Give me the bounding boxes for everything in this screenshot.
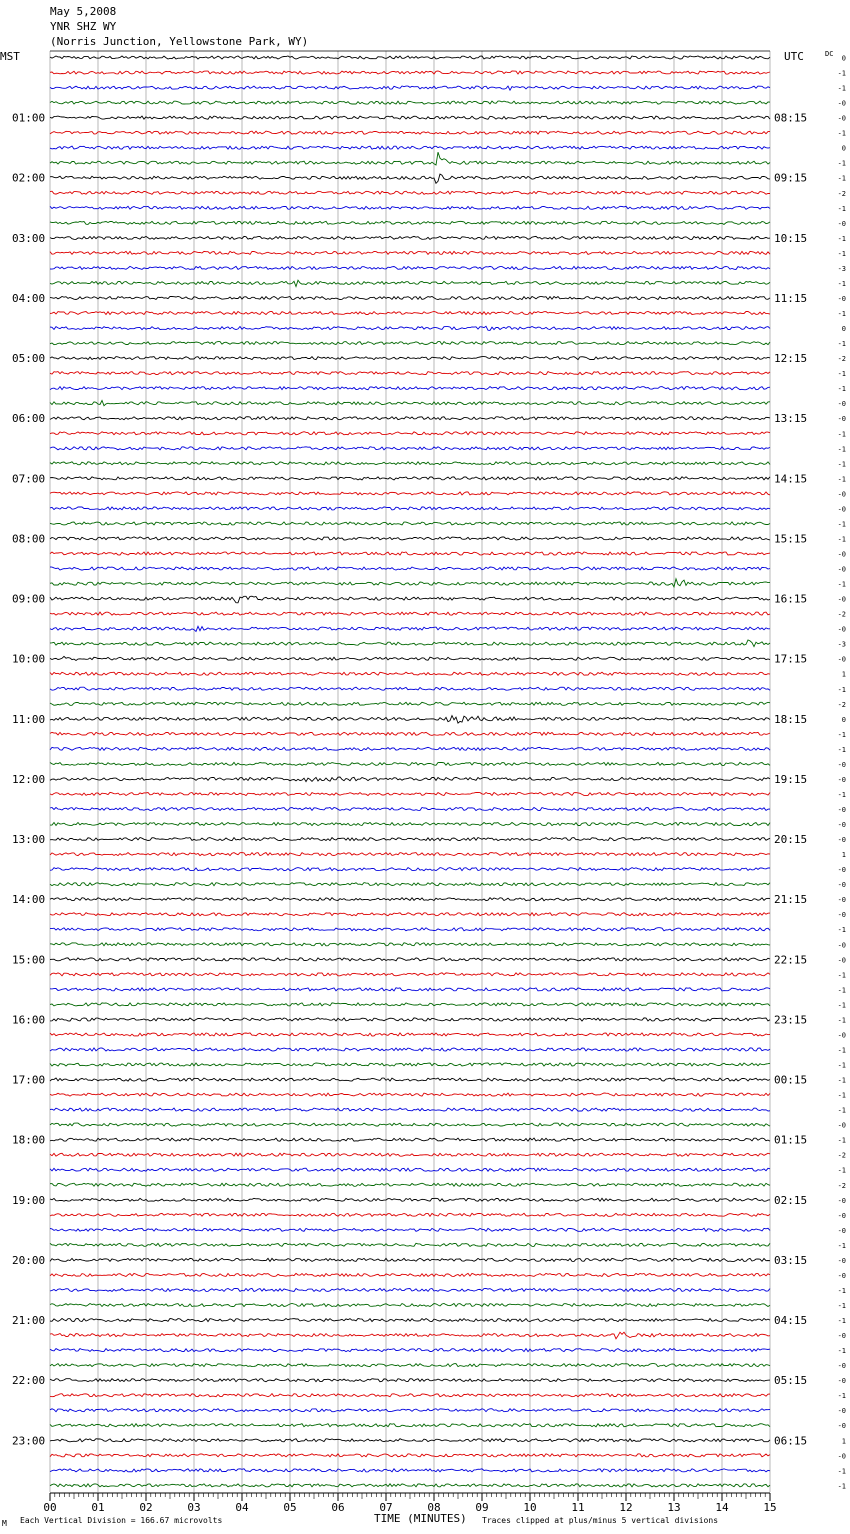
seismic-trace-25 bbox=[50, 432, 770, 435]
right-hour-label: 22:15 bbox=[774, 953, 808, 967]
seismic-trace-54 bbox=[50, 868, 770, 871]
dc-offset-value: -0 bbox=[837, 911, 846, 920]
seismic-trace-7 bbox=[50, 152, 770, 165]
dc-offset-value: -0 bbox=[837, 1407, 846, 1416]
x-tick-label: 08 bbox=[427, 1501, 441, 1514]
seismic-trace-40 bbox=[50, 656, 770, 660]
left-hour-label: 06:00 bbox=[12, 412, 46, 426]
dc-offset-value: -1 bbox=[837, 279, 846, 288]
seismic-trace-73 bbox=[50, 1153, 770, 1156]
right-hour-label: 01:15 bbox=[774, 1133, 808, 1147]
dc-offset-value: -0 bbox=[837, 1422, 846, 1431]
left-timezone-label: MST bbox=[0, 50, 20, 63]
trace-group bbox=[50, 56, 770, 1487]
dc-offset-value: -1 bbox=[837, 460, 846, 469]
right-hour-label: 11:15 bbox=[774, 291, 808, 305]
plot-date: May 5,2008 bbox=[50, 5, 117, 18]
dc-offset-value: -0 bbox=[837, 1452, 846, 1461]
x-tick-label: 02 bbox=[139, 1501, 153, 1514]
dc-offset-column bbox=[838, 55, 846, 1491]
dc-offset-value: -1 bbox=[837, 580, 846, 589]
seismic-trace-95 bbox=[50, 1484, 770, 1487]
left-hour-label: 16:00 bbox=[12, 1013, 46, 1027]
seismic-trace-44 bbox=[50, 716, 770, 724]
dc-offset-value: -0 bbox=[837, 400, 846, 409]
dc-offset-value: -0 bbox=[837, 114, 846, 123]
dc-offset-value: -0 bbox=[837, 625, 846, 634]
seismic-trace-33 bbox=[50, 552, 770, 555]
seismic-trace-60 bbox=[50, 958, 770, 961]
dc-offset-value: -0 bbox=[837, 896, 846, 905]
dc-offset-value: 0 bbox=[841, 144, 846, 153]
x-tick-label: 14 bbox=[715, 1501, 729, 1514]
seismic-trace-26 bbox=[50, 447, 770, 450]
left-hour-label: 05:00 bbox=[12, 352, 46, 366]
seismic-trace-20 bbox=[50, 357, 770, 360]
dc-offset-value: -1 bbox=[837, 1091, 846, 1100]
seismic-trace-12 bbox=[50, 236, 770, 239]
dc-offset-value: -0 bbox=[837, 415, 846, 424]
dc-offset-value: -1 bbox=[837, 1106, 846, 1115]
seismic-trace-35 bbox=[50, 579, 770, 587]
left-hour-label: 22:00 bbox=[12, 1374, 46, 1388]
dc-offset-value: -0 bbox=[837, 760, 846, 769]
right-hour-label: 05:15 bbox=[774, 1374, 808, 1388]
dc-offset-value: -0 bbox=[837, 1256, 846, 1265]
seismic-trace-29 bbox=[50, 492, 770, 495]
dc-offset-value: -0 bbox=[837, 821, 846, 830]
seismic-trace-51 bbox=[50, 823, 770, 826]
seismic-trace-21 bbox=[50, 372, 770, 375]
left-hour-label: 08:00 bbox=[12, 532, 46, 546]
right-timezone-label: UTC bbox=[784, 50, 804, 63]
dc-offset-value: -0 bbox=[837, 219, 846, 228]
right-hour-label: 00:15 bbox=[774, 1073, 808, 1087]
seismic-trace-84 bbox=[50, 1319, 770, 1322]
seismic-trace-66 bbox=[50, 1048, 770, 1051]
seismic-trace-56 bbox=[50, 898, 770, 901]
seismic-trace-9 bbox=[50, 191, 770, 194]
seismic-trace-18 bbox=[50, 326, 770, 330]
dc-offset-value: -0 bbox=[837, 866, 846, 875]
dc-offset-value: -0 bbox=[837, 99, 846, 108]
right-hour-label: 23:15 bbox=[774, 1013, 808, 1027]
seismic-trace-77 bbox=[50, 1213, 770, 1216]
footer-scale-note: Each Vertical Division = 166.67 microvolts bbox=[20, 1516, 223, 1525]
dc-offset-value: -1 bbox=[837, 730, 846, 739]
seismic-trace-61 bbox=[50, 973, 770, 976]
dc-offset-value: -1 bbox=[837, 1482, 846, 1491]
seismic-trace-2 bbox=[50, 86, 770, 90]
dc-offset-value: -0 bbox=[837, 550, 846, 559]
dc-offset-value: -2 bbox=[837, 355, 846, 364]
dc-offset-value: -0 bbox=[837, 565, 846, 574]
dc-offset-value: -1 bbox=[837, 1016, 846, 1025]
right-hour-label: 16:15 bbox=[774, 592, 808, 606]
dc-offset-value: -1 bbox=[837, 986, 846, 995]
left-hour-label: 19:00 bbox=[12, 1193, 46, 1207]
right-hour-label: 04:15 bbox=[774, 1314, 808, 1328]
seismic-trace-52 bbox=[50, 838, 770, 841]
station-location: (Norris Junction, Yellowstone Park, WY) bbox=[50, 35, 309, 48]
dc-offset-value: -1 bbox=[837, 1061, 846, 1070]
dc-offset-value: -1 bbox=[837, 971, 846, 980]
seismic-trace-16 bbox=[50, 297, 770, 300]
x-tick-label: 15 bbox=[763, 1501, 777, 1514]
seismic-trace-91 bbox=[50, 1424, 770, 1427]
dc-offset-value: -1 bbox=[837, 1286, 846, 1295]
dc-offset-value: -1 bbox=[837, 204, 846, 213]
dc-offset-value: -1 bbox=[837, 1317, 846, 1326]
seismic-trace-76 bbox=[50, 1198, 770, 1201]
left-hour-label: 15:00 bbox=[12, 953, 46, 967]
seismic-trace-39 bbox=[50, 640, 770, 647]
seismic-trace-86 bbox=[50, 1349, 770, 1352]
left-hour-label: 09:00 bbox=[12, 592, 46, 606]
seismic-trace-89 bbox=[50, 1394, 770, 1397]
seismic-trace-68 bbox=[50, 1078, 770, 1081]
seismic-trace-37 bbox=[50, 612, 770, 615]
right-hour-label: 12:15 bbox=[774, 352, 808, 366]
seismic-trace-82 bbox=[50, 1288, 770, 1291]
seismic-trace-28 bbox=[50, 477, 770, 480]
dc-offset-value: -0 bbox=[837, 1031, 846, 1040]
left-hour-label: 01:00 bbox=[12, 111, 46, 125]
dc-offset-value: -1 bbox=[837, 1392, 846, 1401]
dc-offset-value: -1 bbox=[837, 1136, 846, 1145]
seismic-trace-31 bbox=[50, 522, 770, 525]
seismic-trace-8 bbox=[50, 174, 770, 183]
seismic-trace-47 bbox=[50, 762, 770, 765]
seismic-trace-65 bbox=[50, 1033, 770, 1036]
dc-offset-value: -1 bbox=[837, 685, 846, 694]
left-hour-label: 10:00 bbox=[12, 652, 46, 666]
seismic-trace-71 bbox=[50, 1123, 770, 1126]
seismic-trace-27 bbox=[50, 462, 770, 465]
dc-offset-value: -0 bbox=[837, 505, 846, 514]
dc-offset-value: -1 bbox=[837, 340, 846, 349]
dc-offset-value: -1 bbox=[837, 174, 846, 183]
dc-offset-value: -3 bbox=[837, 640, 846, 649]
seismic-trace-30 bbox=[50, 507, 770, 510]
dc-offset-value: -0 bbox=[837, 1362, 846, 1371]
seismic-trace-14 bbox=[50, 266, 770, 269]
seismic-trace-94 bbox=[50, 1469, 770, 1472]
right-hour-label: 02:15 bbox=[774, 1193, 808, 1207]
seismic-trace-19 bbox=[50, 342, 770, 345]
left-hour-label: 20:00 bbox=[12, 1253, 46, 1267]
seismic-trace-15 bbox=[50, 280, 770, 286]
right-hour-label: 21:15 bbox=[774, 893, 808, 907]
footer-clip-note: Traces clipped at plus/minus 5 vertical divisions bbox=[482, 1516, 719, 1525]
left-hour-label: 18:00 bbox=[12, 1133, 46, 1147]
seismic-trace-69 bbox=[50, 1093, 770, 1096]
left-hour-label: 17:00 bbox=[12, 1073, 46, 1087]
seismic-trace-10 bbox=[50, 206, 770, 209]
x-tick-label: 12 bbox=[619, 1501, 633, 1514]
seismic-trace-62 bbox=[50, 988, 770, 991]
dc-offset-value: -1 bbox=[837, 249, 846, 258]
seismic-trace-75 bbox=[50, 1183, 770, 1186]
seismic-trace-59 bbox=[50, 943, 770, 946]
dc-offset-value: -0 bbox=[837, 1226, 846, 1235]
seismic-trace-85 bbox=[50, 1332, 770, 1339]
seismic-trace-43 bbox=[50, 702, 770, 705]
dc-offset-value: -1 bbox=[837, 1301, 846, 1310]
seismic-trace-80 bbox=[50, 1258, 770, 1261]
right-hour-label: 19:15 bbox=[774, 772, 808, 786]
x-tick-label: 07 bbox=[379, 1501, 393, 1514]
seismic-trace-49 bbox=[50, 792, 770, 795]
seismic-trace-92 bbox=[50, 1439, 770, 1442]
right-hour-label: 14:15 bbox=[774, 472, 808, 486]
dc-offset-value: -1 bbox=[837, 69, 846, 78]
right-hour-label: 20:15 bbox=[774, 833, 808, 847]
right-hour-label: 08:15 bbox=[774, 111, 808, 125]
dc-offset-value: -0 bbox=[837, 1196, 846, 1205]
dc-offset-value: -1 bbox=[837, 445, 846, 454]
seismic-trace-6 bbox=[50, 146, 770, 149]
dc-offset-value: 0 bbox=[841, 325, 846, 334]
seismic-trace-81 bbox=[50, 1273, 770, 1276]
x-tick-label: 01 bbox=[91, 1501, 105, 1514]
dc-offset-value: -0 bbox=[837, 1211, 846, 1220]
dc-offset-value: -2 bbox=[837, 189, 846, 198]
seismic-trace-36 bbox=[50, 596, 770, 603]
dc-offset-value: -3 bbox=[837, 264, 846, 273]
left-hour-label: 04:00 bbox=[12, 291, 46, 305]
seismic-trace-58 bbox=[50, 928, 770, 931]
dc-offset-value: -0 bbox=[837, 806, 846, 814]
dc-offset-value: -1 bbox=[837, 1241, 846, 1250]
right-hour-label: 13:15 bbox=[774, 412, 808, 426]
left-hour-label: 11:00 bbox=[12, 712, 46, 726]
x-axis bbox=[43, 1493, 776, 1514]
station-code: YNR SHZ WY bbox=[50, 20, 117, 33]
dc-offset-value: -1 bbox=[837, 84, 846, 93]
left-hour-label: 23:00 bbox=[12, 1434, 46, 1448]
dc-offset-value: -2 bbox=[837, 1181, 846, 1190]
dc-offset-value: -0 bbox=[837, 941, 846, 950]
seismic-trace-78 bbox=[50, 1228, 770, 1231]
seismic-trace-50 bbox=[50, 808, 770, 811]
dc-offset-value: -2 bbox=[837, 700, 846, 709]
seismic-trace-45 bbox=[50, 732, 770, 735]
seismic-trace-32 bbox=[50, 537, 770, 540]
dc-offset-value: 1 bbox=[841, 1437, 846, 1446]
right-hour-label: 15:15 bbox=[774, 532, 808, 546]
seismic-trace-41 bbox=[50, 672, 770, 675]
dc-offset-value: -1 bbox=[837, 310, 846, 319]
dc-header-label: DC bbox=[825, 50, 834, 58]
dc-offset-value: -0 bbox=[837, 1271, 846, 1280]
left-hour-label: 21:00 bbox=[12, 1314, 46, 1328]
dc-offset-value: -1 bbox=[837, 475, 846, 484]
seismic-trace-48 bbox=[50, 777, 770, 782]
dc-offset-value: -1 bbox=[837, 159, 846, 168]
right-hour-label: 10:15 bbox=[774, 231, 808, 245]
seismic-trace-83 bbox=[50, 1304, 770, 1307]
seismic-trace-74 bbox=[50, 1168, 770, 1171]
right-hour-label: 09:15 bbox=[774, 171, 808, 185]
seismic-trace-23 bbox=[50, 401, 770, 406]
dc-offset-value: -1 bbox=[837, 1076, 846, 1085]
seismic-trace-87 bbox=[50, 1364, 770, 1367]
dc-offset-value: -1 bbox=[837, 370, 846, 379]
dc-offset-value: -1 bbox=[837, 1467, 846, 1476]
x-tick-label: 03 bbox=[187, 1501, 201, 1514]
seismic-trace-11 bbox=[50, 221, 770, 224]
dc-offset-value: -0 bbox=[837, 655, 846, 664]
seismic-trace-3 bbox=[50, 101, 770, 104]
seismic-trace-63 bbox=[50, 1003, 770, 1006]
dc-offset-value: -0 bbox=[837, 1377, 846, 1386]
dc-offset-value: -0 bbox=[837, 956, 846, 965]
right-hour-label: 06:15 bbox=[774, 1434, 808, 1448]
dc-offset-value: -1 bbox=[837, 745, 846, 754]
dc-offset-value: -1 bbox=[837, 234, 846, 243]
seismic-trace-17 bbox=[50, 312, 770, 315]
dc-offset-value: -1 bbox=[837, 129, 846, 138]
dc-offset-value: -0 bbox=[837, 490, 846, 499]
seismic-trace-0 bbox=[50, 56, 770, 59]
seismic-trace-22 bbox=[50, 387, 770, 390]
seismic-trace-72 bbox=[50, 1138, 770, 1141]
dc-offset-value: 1 bbox=[841, 670, 846, 679]
x-tick-label: 06 bbox=[331, 1501, 345, 1514]
seismic-trace-5 bbox=[50, 131, 770, 134]
left-hour-label: 14:00 bbox=[12, 893, 46, 907]
right-hour-label: 18:15 bbox=[774, 712, 808, 726]
right-hour-label: 03:15 bbox=[774, 1253, 808, 1267]
seismic-trace-67 bbox=[50, 1063, 770, 1066]
dc-offset-value: -1 bbox=[837, 1166, 846, 1175]
left-hour-label: 12:00 bbox=[12, 772, 46, 786]
right-hour-label: 17:15 bbox=[774, 652, 808, 666]
dc-offset-value: -1 bbox=[837, 535, 846, 544]
seismic-trace-38 bbox=[50, 626, 770, 631]
seismic-trace-90 bbox=[50, 1409, 770, 1412]
x-tick-label: 00 bbox=[43, 1501, 57, 1514]
seismic-trace-55 bbox=[50, 883, 770, 886]
dc-offset-value: -1 bbox=[837, 385, 846, 394]
seismic-trace-93 bbox=[50, 1454, 770, 1457]
x-axis-label: TIME (MINUTES) bbox=[374, 1512, 467, 1525]
corner-mark: M bbox=[2, 1519, 7, 1528]
dc-offset-value: -2 bbox=[837, 610, 846, 619]
dc-offset-value: -0 bbox=[837, 836, 846, 845]
dc-offset-value: -0 bbox=[837, 881, 846, 890]
x-tick-label: 11 bbox=[571, 1501, 585, 1514]
x-tick-label: 05 bbox=[283, 1501, 297, 1514]
dc-offset-value: -1 bbox=[837, 926, 846, 935]
dc-offset-value: -0 bbox=[837, 1332, 846, 1341]
seismic-trace-1 bbox=[50, 71, 770, 74]
dc-offset-value: -1 bbox=[837, 1046, 846, 1055]
x-tick-label: 09 bbox=[475, 1501, 489, 1514]
dc-offset-value: 1 bbox=[841, 851, 846, 860]
left-hour-label: 13:00 bbox=[12, 833, 46, 847]
seismic-trace-42 bbox=[50, 687, 770, 690]
dc-offset-value: -0 bbox=[837, 1121, 846, 1130]
dc-offset-value: 0 bbox=[841, 54, 846, 63]
dc-offset-value: 0 bbox=[841, 715, 846, 724]
dc-offset-value: -1 bbox=[837, 1001, 846, 1010]
dc-offset-value: -1 bbox=[837, 1347, 846, 1356]
dc-offset-value: -0 bbox=[837, 595, 846, 604]
left-hour-label: 02:00 bbox=[12, 171, 46, 185]
dc-offset-value: -1 bbox=[837, 520, 846, 529]
seismic-trace-53 bbox=[50, 853, 770, 856]
dc-offset-value: -1 bbox=[837, 790, 846, 799]
seismic-trace-64 bbox=[50, 1018, 770, 1021]
dc-offset-value: -0 bbox=[837, 294, 846, 303]
left-hour-label: 07:00 bbox=[12, 472, 46, 486]
x-tick-label: 13 bbox=[667, 1501, 681, 1514]
x-tick-label: 04 bbox=[235, 1501, 249, 1514]
seismic-trace-13 bbox=[50, 251, 770, 254]
seismic-trace-70 bbox=[50, 1108, 770, 1111]
seismic-trace-24 bbox=[50, 417, 770, 420]
x-tick-label: 10 bbox=[523, 1501, 537, 1514]
seismic-trace-34 bbox=[50, 567, 770, 570]
left-hour-label: 03:00 bbox=[12, 231, 46, 245]
seismic-trace-4 bbox=[50, 116, 770, 119]
seismic-trace-88 bbox=[50, 1379, 770, 1382]
seismic-trace-57 bbox=[50, 913, 770, 916]
dc-offset-value: -1 bbox=[837, 430, 846, 439]
seismic-trace-46 bbox=[50, 747, 770, 750]
dc-offset-value: -2 bbox=[837, 1151, 846, 1160]
seismic-trace-79 bbox=[50, 1243, 770, 1246]
dc-offset-value: -0 bbox=[837, 775, 846, 784]
